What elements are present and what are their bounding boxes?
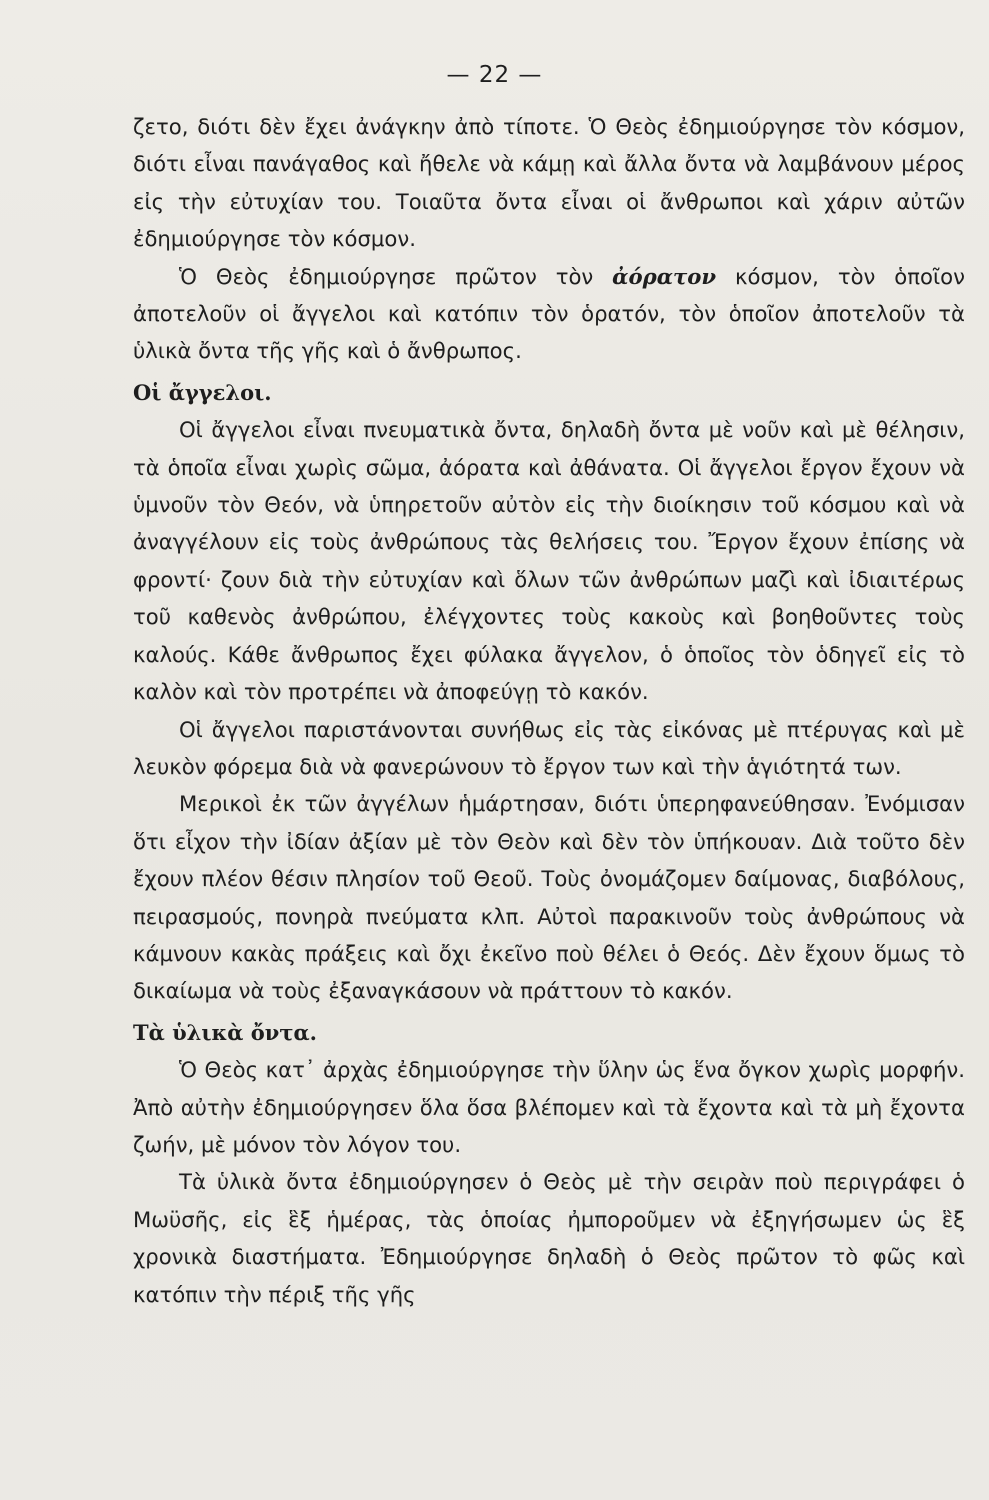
paragraph-six-days: Τὰ ὑλικὰ ὄντα ἐδημιούργησεν ὁ Θεὸς μὲ τὴν σειρὰν ποὺ περιγράφει ὁ Μωϋσῆς, εἰς ἓξ ἡμέρας, τὰς ὁποίας ἠμποροῦμεν νὰ ἐξηγήσωμεν ὡς ἓξ χρονικὰ διαστήματα. Ἐδημιούργησε δηλαδὴ ὁ Θεὸς πρῶτον τὸ φῶς καὶ κατόπιν τὴν πέριξ τῆς γῆς — [133, 1169, 965, 1307]
paragraph-creation-purpose: ζετο, διότι δὲν ἔχει ἀνάγκην ἀπὸ τίποτε. Ὁ Θεὸς ἐδημιούργησε τὸν κόσμον, διότι εἶναι πανάγαθος καὶ ἤθελε νὰ κάμῃ καὶ ἄλλα ὄντα νὰ λαμβάνουν μέρος εἰς τὴν εὐτυχίαν του. Τοιαῦτα ὄντα εἶναι οἱ ἄνθρωποι καὶ χάριν αὐτῶν ἐδημιούργησε τὸν κόσμον. — [133, 114, 965, 252]
section-heading-angels: Οἱ ἄγγελοι. — [133, 379, 272, 405]
section-heading-material-beings: Τὰ ὑλικὰ ὄντα. — [133, 1019, 317, 1045]
paragraph-fallen-angels: Μερικοὶ ἐκ τῶν ἀγγέλων ἡμάρτησαν, διότι ὑπερηφανεύθησαν. Ἐνόμισαν ὅτι εἶχον τὴν ἰδίαν ἀξίαν μὲ τὸν Θεὸν καὶ δὲν τὸν ὑπήκουαν. Διὰ τοῦτο δὲν ἔχουν πλέον θέσιν πλησίον τοῦ Θεοῦ. Τοὺς ὀνομάζομεν δαίμονας, διαβόλους, πειρασμούς, πονηρὰ πνεύματα κλπ. Αὐτοὶ παρακινοῦν τοὺς ἀνθρώπους νὰ κάμνουν κακὰς πράξεις καὶ ὄχι ἐκεῖνο ποὺ θέλει ὁ Θεός. Δὲν ἔχουν ὅμως τὸ δικαίωμα νὰ τοὺς ἐξαναγκάσουν νὰ πράττουν τὸ κακόν. — [133, 791, 965, 1004]
paragraph-invisible-visible-world — [133, 258, 965, 370]
paragraph-text: κόσμον, τὸν ὁποῖον ἀποτελοῦν οἱ ἄγγελοι καὶ κατόπιν τὸν ὁρατόν, τὸν ὁποῖον ἀποτελοῦν τὰ ὑλικὰ ὄντα τῆς γῆς καὶ ὁ ἄνθρωπος. — [133, 263, 965, 364]
paragraph-text: Ὁ Θεὸς ἐδημιούργησε πρῶτον τὸν — [179, 263, 594, 289]
paragraph-angels-nature: Οἱ ἄγγελοι εἶναι πνευματικὰ ὄντα, δηλαδὴ ὄντα μὲ νοῦν καὶ μὲ θέλησιν, τὰ ὁποῖα εἶναι χωρὶς σῶμα, ἀόρατα καὶ ἀθάνατα. Οἱ ἄγγελοι ἔργον ἔχουν νὰ ὑμνοῦν τὸν Θεόν, νὰ ὑπηρετοῦν αὐτὸν εἰς τὴν διοίκησιν τοῦ κόσμου καὶ νὰ ἀναγγέλουν εἰς τοὺς ἀνθρώπους τὰς θελήσεις του. Ἔργον ἔχουν ἐπίσης νὰ φροντί· ζουν διὰ τὴν εὐτυχίαν καὶ ὅλων τῶν ἀνθρώπων μαζὶ καὶ ἰδιαιτέρως τοῦ καθενὸς ἀνθρώπου, ἐλέγχοντες τοὺς κακοὺς καὶ βοηθοῦντες τοὺς καλούς. Κάθε ἄνθρωπος ἔχει φύλακα ἄγγελον, ὁ ὁποῖος τὸν ὁδηγεῖ εἰς τὸ καλὸν καὶ τὸν προτρέπει νὰ ἀποφεύγῃ τὸ κακόν. — [133, 417, 965, 705]
page-number: — 22 — — [446, 62, 543, 88]
paragraph-matter-creation: Ὁ Θεὸς κατ᾽ ἀρχὰς ἐδημιούργησε τὴν ὕλην ὡς ἕνα ὄγκον χωρὶς μορφήν. Ἀπὸ αὐτὴν ἐδημιούργησεν ὅλα ὅσα βλέπομεν καὶ τὰ ἔχοντα καὶ τὰ μὴ ἔχοντα ζωήν, μὲ μόνον τὸν λόγον του. — [133, 1057, 965, 1157]
page-body — [133, 108, 965, 1313]
emphasized-word: ἀόρατον — [612, 263, 717, 289]
paragraph-angels-depiction: Οἱ ἄγγελοι παριστάνονται συνήθως εἰς τὰς εἰκόνας μὲ πτέρυγας καὶ μὲ λευκὸν φόρεμα διὰ νὰ φανερώνουν τὸ ἔργον των καὶ τὴν ἁγιότητά των. — [133, 716, 965, 779]
